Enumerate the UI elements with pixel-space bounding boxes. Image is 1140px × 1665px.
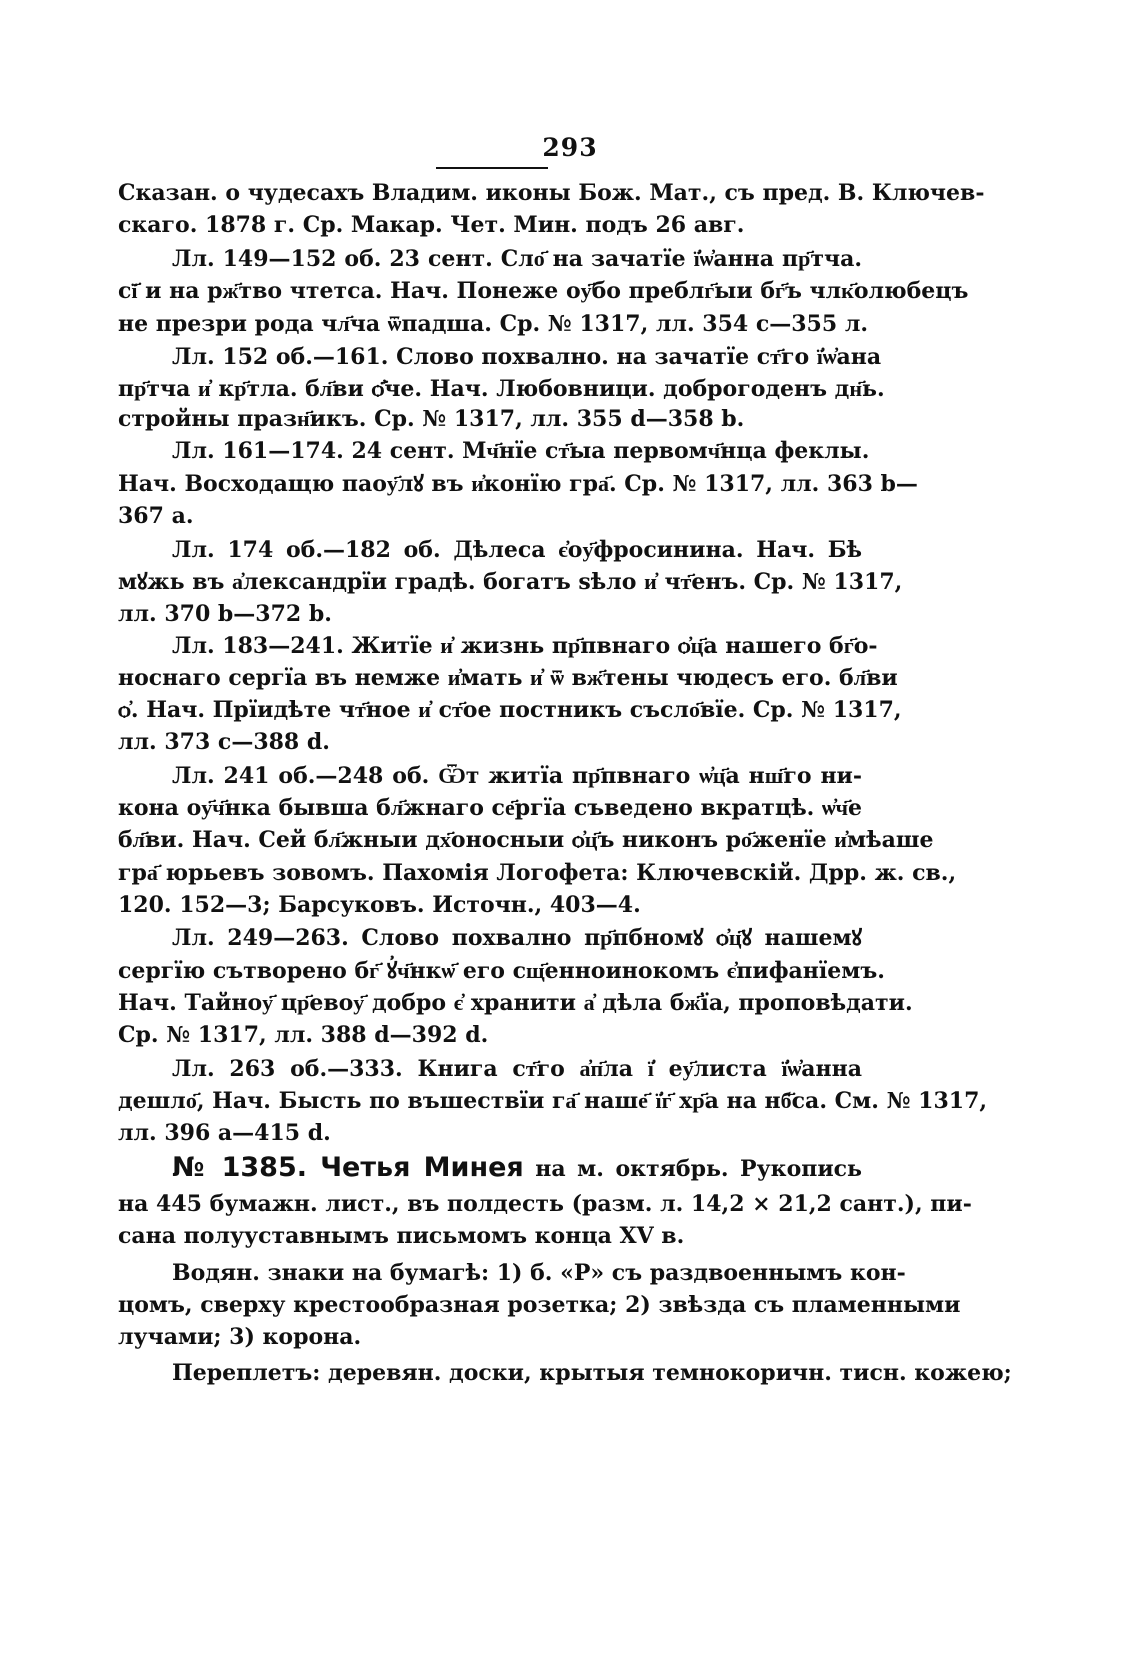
text-line: Лл. 161—174. 24 сент. Мч҃нїе ст҃ыа первомч҃нца феклы. [172,438,870,464]
text-line: лучами; 3) корона. [118,1324,362,1350]
entry-heading: № 1385. Четья Минея [172,1152,524,1183]
text-line: мꙋжь въ а҆лександрїи градѣ. богатъ ѕѣло и҆ чт҃енъ. Ср. № 1317, [118,569,903,595]
text-line: Лл. 183—241. Житїе и҆ жизнь пр҃пвнаго ѻ҆ц҃а нашего бг҃о- [172,633,878,659]
entry-heading-rest: на м. октябрь. Рукопись [535,1156,862,1182]
text-line: 120. 152—3; Барсуковъ. Источн., 403—4. [118,892,641,918]
text-line: скаго. 1878 г. Ср. Макар. Чет. Мин. подъ 26 авг. [118,212,745,238]
text-line: сї҃ и на рж҃тво чтетса. Нач. Понеже оу҃бо преблг҃ыи бг҃ъ члк҃олюбецъ [118,278,969,304]
text-line: Лл. 249—263. Слово похвално пр҃пбномꙋ ѻ҆ц҃ꙋ нашемꙋ [172,925,862,951]
text-line: стройны празн҃икъ. Ср. № 1317, лл. 355 d—358 b. [118,406,745,432]
text-line: лл. 373 с—388 d. [118,729,330,755]
text-line: Лл. 241 об.—248 об. Ѿт житїа пр҃пвнаго ѡ҆ц҃а нш҃го ни- [172,763,862,789]
text-line: Лл. 174 об.—182 об. Дѣлеса є҆оу҃фросинина. Нач. Бѣ [172,537,862,563]
text-line: Сказан. о чудесахъ Владим. иконы Бож. Мат., съ пред. В. Ключев- [118,180,985,206]
text-line: лл. 396 а—415 d. [118,1120,331,1146]
text-line: бл҃ви. Нач. Сей бл҃жныи дх҃оносныи ѻ҆ц҃ъ никонъ ро҃женїе и҆мѣаше [118,827,934,853]
text-line: сергїю сътворено бг҃ ꙋ҆ч҃нкѡ҃ его сщ҃енноинокомъ є҆пифанїемъ. [118,958,885,984]
text-line: дешло҃, Нач. Бысть по въшествїи га҃ наше҃ ї҆г҃ хр҃а на нб҃са. См. № 1317, [118,1088,988,1114]
text-line: на 445 бумажн. лист., въ полдесть (разм. л. 14,2 × 21,2 сант.), пи- [118,1191,972,1217]
text-line: Лл. 263 об.—333. Книга ст҃го а҆п҃ла ї҆ еу҃листа ї҆ѡ҆анна [172,1056,862,1082]
text-line: Водян. знаки на бумагѣ: 1) б. «Р» съ раздвоеннымъ кон- [172,1260,906,1286]
text-line: Лл. 152 об.—161. Слово похвално. на зачатїе ст҃го ї҆ѡ҆ана [172,344,882,370]
text-line: цомъ, сверху крестообразная розетка; 2) звѣзда съ пламенными [118,1292,961,1318]
page-number-rule [436,167,548,169]
text-line: Нач. Тайноу҃ цр҃евоу҃ добро є҆ хранити а҆ дѣла бж҃їа, проповѣдати. [118,990,913,1016]
text-line: 367 a. [118,503,194,529]
text-line: сана полууставнымъ письмомъ конца XV в. [118,1223,685,1249]
text-line: ѻ҆. Нач. Прїидѣте чт҃ное и҆ ст҃ое постникъ съсло҃вїе. Ср. № 1317, [118,697,902,723]
text-line: не презри рода чл҃ча ѿпадша. Ср. № 1317, лл. 354 с—355 л. [118,311,868,337]
text-line: Лл. 149—152 об. 23 сент. Сло҃ на зачатїе ї҆ѡ҆анна пр҃тча. [172,246,862,272]
text-line: носнаго сергїа въ немже и҆мать и҆ ѿ вж҃тены чюдесъ его. бл҃ви [118,665,898,691]
page-number: 293 [542,133,598,162]
text-line: гра҃ юрьевъ зовомъ. Пахомія Логофета: Ключевскій. Дрр. ж. св., [118,860,957,886]
text-line: лл. 370 b—372 b. [118,601,332,627]
text-line: Нач. Восходащю паоу҃лꙋ въ и҆конїю гра҃. Ср. № 1317, лл. 363 b— [118,471,918,497]
text-line: Переплетъ: деревян. доски, крытыя темнокоричн. тисн. кожею; [172,1360,1012,1386]
entry-heading-line [172,1153,862,1184]
text-line: пр҃тча и҆ кр҃тла. бл҃ви ѻ҆҃че. Нач. Любовници. доброгоденъ дн҃ь. [118,376,885,402]
text-line: кона оу҃ч҃нка бывша бл҃жнаго се҃ргїа съведено вкратцѣ. ѡ҆ч҃е [118,795,862,821]
text-line: Ср. № 1317, лл. 388 d—392 d. [118,1022,489,1048]
